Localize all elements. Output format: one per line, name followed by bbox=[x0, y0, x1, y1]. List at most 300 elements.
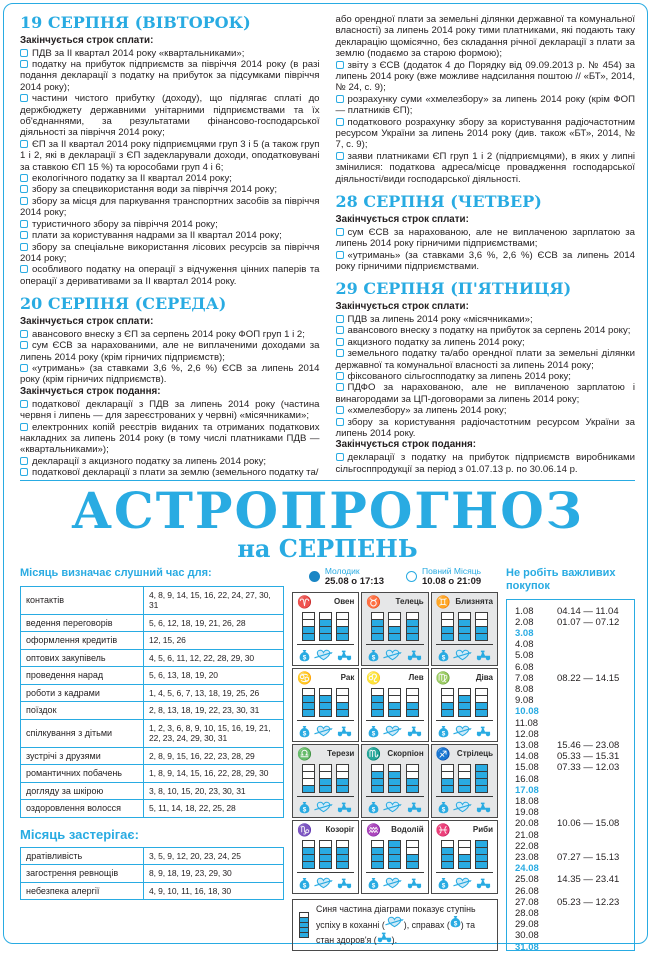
zodiac-cell-pisces bbox=[431, 820, 498, 894]
purchases-column bbox=[506, 565, 635, 951]
purchase-date: 31.08 bbox=[515, 941, 539, 953]
success-bar bbox=[319, 689, 332, 717]
bar-segment bbox=[406, 861, 419, 869]
purchase-day-row bbox=[515, 740, 626, 751]
checkbox-icon bbox=[336, 349, 344, 357]
day-section bbox=[20, 295, 320, 478]
taurus-icon: ♉ bbox=[366, 594, 382, 609]
scooter-icon bbox=[407, 877, 422, 889]
full-moon bbox=[406, 567, 481, 588]
calendar-left-column bbox=[20, 13, 320, 479]
checkbox-icon bbox=[20, 94, 28, 102]
zodiac-grid bbox=[292, 592, 498, 894]
legend-box bbox=[292, 899, 498, 951]
day-heading: 28 СЕРПНЯ (ЧЕТВЕР) bbox=[335, 192, 542, 212]
favorable-days: 5, 6, 12, 18, 19, 21, 26, 28 bbox=[144, 614, 284, 632]
money-bag-icon bbox=[299, 725, 310, 738]
checklist-item-text: «утримань» (за ставками 3,6 %, 2,6 %) ЄСВ за липень 2014 року (крім гірничих підприємств). bbox=[20, 362, 320, 386]
svg-text:$: $ bbox=[441, 729, 445, 737]
zodiac-cell-header bbox=[297, 823, 354, 836]
purchase-day-row bbox=[515, 942, 626, 953]
purchases-box bbox=[506, 599, 635, 951]
purchase-time: 07.33 — 12.03 bbox=[557, 762, 620, 774]
checkbox-icon bbox=[20, 185, 28, 193]
zodiac-cell-sagittarius bbox=[431, 744, 498, 818]
purchase-date: 2.08 bbox=[515, 616, 534, 628]
activity-label: спілкування з дітьми bbox=[21, 719, 144, 747]
checklist-item bbox=[20, 230, 320, 241]
checklist-item-text: фіксованого сільгоспподатку за липень 2014 року; bbox=[347, 370, 571, 382]
checklist-item-text: сум ЄСВ за нарахованими, але не виплаченими доходами за липень 2014 року (крім гірничих підприємств); bbox=[20, 340, 320, 363]
purchase-date: 25.08 bbox=[515, 874, 539, 886]
scooter-icon bbox=[476, 649, 491, 661]
zodiac-cell-gemini bbox=[431, 592, 498, 666]
full-moon-label: Повний Місяць bbox=[422, 565, 482, 576]
svg-text:$: $ bbox=[441, 881, 445, 889]
success-bar bbox=[371, 613, 384, 641]
purchase-day-row bbox=[515, 695, 626, 706]
checkbox-icon bbox=[20, 243, 28, 251]
heart-arrow-icon bbox=[383, 877, 402, 889]
zodiac-cell-icons bbox=[297, 720, 354, 739]
table-row bbox=[21, 800, 284, 818]
money-bag-icon bbox=[368, 649, 379, 662]
bar-segment bbox=[336, 709, 349, 717]
purchase-day-row bbox=[515, 919, 626, 930]
checkbox-icon bbox=[336, 372, 344, 380]
scooter-icon bbox=[476, 725, 491, 737]
checklist-item bbox=[20, 93, 320, 139]
zodiac-cell-header bbox=[366, 747, 423, 760]
zodiac-cell-icons bbox=[366, 796, 423, 815]
day-section bbox=[336, 193, 636, 272]
purchase-day-row bbox=[515, 807, 626, 818]
purchase-date: 27.08 bbox=[515, 896, 539, 908]
scooter-icon bbox=[337, 801, 352, 813]
success-bar bbox=[475, 689, 488, 717]
zodiac-cell-virgo bbox=[431, 668, 498, 742]
heart-arrow-icon bbox=[383, 725, 402, 737]
activity-label: оформлення кредитів bbox=[21, 632, 144, 650]
checklist-item-text: ПДВ за II квартал 2014 року «квартальниками»; bbox=[32, 47, 245, 59]
scooter-icon bbox=[337, 649, 352, 661]
full-moon-datetime: 10.08 о 21:09 bbox=[422, 576, 482, 587]
money-bag-icon bbox=[368, 725, 379, 738]
purchase-day-row bbox=[515, 751, 626, 762]
success-bar bbox=[406, 841, 419, 869]
bar-segment bbox=[371, 709, 384, 717]
day-section bbox=[20, 14, 320, 287]
money-bag-icon bbox=[299, 877, 310, 890]
checkbox-icon bbox=[20, 265, 28, 273]
warning-days: 8, 9, 18, 19, 23, 29, 30 bbox=[144, 865, 284, 883]
zodiac-cell-icons bbox=[297, 796, 354, 815]
bar-segment bbox=[441, 785, 454, 793]
table-row bbox=[21, 865, 284, 883]
zodiac-cell-header bbox=[366, 595, 423, 608]
tax-calendar bbox=[20, 13, 635, 479]
purchase-date: 23.08 bbox=[515, 851, 539, 863]
purchase-date: 16.08 bbox=[515, 773, 539, 785]
success-bar bbox=[406, 689, 419, 717]
activity-label: ведення переговорів bbox=[21, 614, 144, 632]
bar-segment bbox=[388, 861, 401, 869]
zodiac-cell-header bbox=[366, 671, 423, 684]
checklist-item-text: податкової декларації з ПДВ за липень 2014 року (частина червня і липень — для зареєстрованих у червні) «місячниками»; bbox=[20, 398, 320, 422]
bar-segment bbox=[441, 709, 454, 717]
favorable-column bbox=[20, 565, 284, 901]
success-bar bbox=[441, 689, 454, 717]
svg-text:$: $ bbox=[453, 920, 458, 928]
success-bar bbox=[388, 689, 401, 717]
gemini-icon: ♊ bbox=[435, 594, 451, 609]
svg-text:$: $ bbox=[302, 729, 307, 737]
bar-segment bbox=[388, 709, 401, 717]
virgo-icon: ♍ bbox=[435, 670, 451, 685]
purchase-day-row bbox=[515, 830, 626, 841]
activity-label: зустрічі з друзями bbox=[21, 747, 144, 765]
zodiac-cell-icons bbox=[436, 872, 493, 891]
checklist-item bbox=[336, 417, 636, 440]
activity-label: догляду за шкірою bbox=[21, 782, 144, 800]
table-row bbox=[21, 586, 284, 614]
bar-segment bbox=[302, 633, 315, 641]
checklist-item bbox=[336, 348, 636, 371]
zodiac-cell-leo bbox=[361, 668, 428, 742]
checkbox-icon bbox=[20, 49, 28, 57]
success-bar bbox=[458, 613, 471, 641]
purchase-date: 1.08 bbox=[515, 605, 534, 617]
leo-icon: ♌ bbox=[366, 670, 382, 685]
new-moon bbox=[309, 567, 384, 588]
success-bars bbox=[436, 836, 493, 872]
checklist-item bbox=[336, 117, 636, 151]
checklist-item-text: збору за спецвикористання води за півріччя 2014 року; bbox=[32, 184, 278, 196]
checklist-item-text: розрахунку суми «хмелезбору» за липень 2014 року (крім ФОП — платників ЄП); bbox=[335, 93, 635, 117]
purchase-time: 10.06 — 15.08 bbox=[557, 818, 620, 830]
money-bag-icon bbox=[450, 915, 461, 928]
checklist-item-text: земельного податку та/або орендної плати за земельні ділянки державної та комунальної власності за липень 2014 року; bbox=[335, 348, 635, 371]
purchase-date: 7.08 bbox=[515, 672, 534, 684]
activity-label: роботи з кадрами bbox=[21, 684, 144, 702]
purchase-date: 21.08 bbox=[515, 829, 539, 841]
zodiac-sign-name: Водолій bbox=[391, 825, 424, 834]
success-bars bbox=[366, 684, 423, 720]
purchase-day-row bbox=[515, 729, 626, 740]
purchase-time: 15.46 — 23.08 bbox=[557, 739, 620, 751]
success-bars bbox=[366, 760, 423, 796]
checklist-item bbox=[20, 242, 320, 265]
success-bar bbox=[388, 765, 401, 793]
purchase-date: 9.08 bbox=[515, 695, 534, 707]
purchase-day-row bbox=[515, 628, 626, 639]
zodiac-cell-header bbox=[366, 823, 423, 836]
checklist-item-text: збору за місця для паркування транспортних засобів за півріччя 2014 року; bbox=[20, 195, 320, 219]
checklist-item bbox=[20, 264, 320, 287]
checklist-item-text: збору за користування радіочастотним ресурсом України за липень 2014 року. bbox=[335, 416, 635, 439]
bar-segment bbox=[302, 861, 315, 869]
checkbox-icon bbox=[336, 453, 344, 461]
checkbox-icon bbox=[336, 338, 344, 346]
astro-header bbox=[20, 481, 635, 563]
money-bag-icon bbox=[368, 877, 379, 890]
success-bar bbox=[441, 765, 454, 793]
purchase-date: 22.08 bbox=[515, 840, 539, 852]
purchase-day-row bbox=[515, 673, 626, 684]
bar-segment bbox=[458, 861, 471, 869]
checklist-item bbox=[336, 94, 636, 117]
purchase-time: 05.33 — 15.31 bbox=[557, 751, 620, 763]
zodiac-cell-header bbox=[436, 595, 493, 608]
checklist-item bbox=[336, 405, 636, 416]
zodiac-sign-name: Близнята bbox=[455, 597, 493, 606]
heart-arrow-icon bbox=[314, 725, 333, 737]
bar-segment bbox=[458, 709, 471, 717]
purchase-date: 11.08 bbox=[515, 717, 539, 729]
purchase-date: 10.08 bbox=[515, 706, 539, 718]
checkbox-icon bbox=[336, 326, 344, 334]
checklist-item bbox=[20, 329, 320, 340]
purchase-date: 6.08 bbox=[515, 661, 534, 673]
purchase-date: 26.08 bbox=[515, 885, 539, 897]
success-bar bbox=[371, 689, 384, 717]
favorable-days: 5, 6, 13, 18, 19, 20 bbox=[144, 667, 284, 685]
checklist-item bbox=[20, 48, 320, 59]
zodiac-cell-aquarius bbox=[361, 820, 428, 894]
sagittarius-icon: ♐ bbox=[435, 746, 451, 761]
table-row bbox=[21, 632, 284, 650]
svg-text:$: $ bbox=[302, 805, 307, 813]
checkbox-icon bbox=[20, 457, 28, 465]
table-row bbox=[21, 765, 284, 783]
checklist-item bbox=[336, 60, 636, 94]
heart-arrow-icon bbox=[453, 649, 472, 661]
checkbox-icon bbox=[336, 315, 344, 323]
purchase-days-list bbox=[515, 606, 626, 953]
svg-text:$: $ bbox=[372, 729, 376, 737]
bar-segment bbox=[458, 785, 471, 793]
day-heading: 19 СЕРПНЯ (ВІВТОРОК) bbox=[20, 13, 251, 32]
checklist-item bbox=[336, 227, 636, 250]
checklist-item-text: плати за користування надрами за II квартал 2014 року; bbox=[32, 230, 282, 242]
deadline-subheading: Закінчується строк сплати: bbox=[335, 213, 469, 225]
purchase-date: 5.08 bbox=[515, 650, 534, 662]
favorable-days: 2, 8, 9, 15, 16, 22, 23, 28, 29 bbox=[144, 747, 284, 765]
success-bar bbox=[336, 613, 349, 641]
checklist-item bbox=[336, 371, 636, 382]
legend-text-part: Синя частина діаграми показує ступінь успіху в коханні ( bbox=[316, 904, 476, 930]
bar-segment bbox=[302, 709, 315, 717]
bar-segment bbox=[319, 709, 332, 717]
checklist-item bbox=[20, 59, 320, 93]
warning-days: 4, 9, 10, 11, 16, 18, 30 bbox=[144, 882, 284, 900]
zodiac-cell-capricorn bbox=[292, 820, 359, 894]
activity-label: оздоровлення волосся bbox=[21, 800, 144, 818]
deadline-subheading: Закінчується строк сплати: bbox=[335, 300, 469, 312]
checklist-item-text: декларації з податку на прибуток підприємств виробниками сільгосппродукції за період з 01.07.13 р. по 30.06.14 р. bbox=[335, 452, 635, 475]
libra-icon: ♎ bbox=[297, 746, 312, 761]
zodiac-sign-name: Рак bbox=[340, 673, 355, 682]
checklist-item-text: «хмелезбору» за липень 2014 року; bbox=[347, 405, 507, 417]
checklist-item bbox=[336, 314, 636, 325]
checkbox-icon bbox=[336, 152, 344, 160]
success-bar bbox=[302, 765, 315, 793]
purchase-date: 3.08 bbox=[515, 627, 534, 639]
success-bars bbox=[366, 836, 423, 872]
day-section bbox=[336, 280, 636, 475]
purchase-date: 13.08 bbox=[515, 739, 539, 751]
scooter-icon bbox=[407, 649, 422, 661]
legend-text-part: ). bbox=[391, 935, 398, 945]
favorable-days: 2, 8, 13, 18, 19, 22, 23, 30, 31 bbox=[144, 702, 284, 720]
purchase-day-row bbox=[515, 930, 626, 941]
aquarius-icon: ♒ bbox=[366, 822, 382, 837]
purchase-day-row bbox=[515, 774, 626, 785]
checkbox-icon bbox=[20, 364, 28, 372]
purchase-time: 14.35 — 23.41 bbox=[557, 874, 620, 886]
favorable-days: 3, 8, 10, 15, 20, 23, 30, 31 bbox=[144, 782, 284, 800]
checklist-item-text: податкового розрахунку збору за користування радіочастотним ресурсом України за липень 2014 року (див. також «БТ», 2014, № 7, с. 9); bbox=[335, 116, 635, 151]
favorable-days: 1, 4, 5, 6, 7, 13, 18, 19, 25, 26 bbox=[144, 684, 284, 702]
bar-segment bbox=[319, 633, 332, 641]
scooter-icon bbox=[337, 725, 352, 737]
zodiac-cell-icons bbox=[436, 644, 493, 663]
zodiac-cell-icons bbox=[366, 720, 423, 739]
warnings-table bbox=[20, 847, 284, 901]
warning-label: дратівливість bbox=[21, 847, 144, 865]
scorpio-icon: ♏ bbox=[366, 746, 382, 761]
checklist-item bbox=[336, 382, 636, 405]
new-moon-label: Молодик bbox=[324, 565, 360, 576]
checklist-item-text: авансового внеску з податку на прибуток за серпень 2014 року; bbox=[347, 325, 631, 337]
purchase-date: 4.08 bbox=[515, 639, 534, 651]
checkbox-icon bbox=[20, 231, 28, 239]
zodiac-cell-header bbox=[297, 595, 354, 608]
success-bar bbox=[336, 689, 349, 717]
bar-segment bbox=[475, 861, 488, 869]
zodiac-cell-libra bbox=[292, 744, 359, 818]
purchase-date: 19.08 bbox=[515, 807, 539, 819]
bar-segment bbox=[475, 785, 488, 793]
warning-days: 3, 5, 9, 12, 20, 23, 24, 25 bbox=[144, 847, 284, 865]
zodiac-sign-name: Терези bbox=[327, 749, 355, 758]
purchase-date: 28.08 bbox=[515, 907, 539, 919]
money-bag-icon bbox=[438, 649, 449, 662]
purchase-day-row bbox=[515, 908, 626, 919]
purchase-date: 8.08 bbox=[515, 683, 534, 695]
checklist-item-text: ЄП за II квартал 2014 року підприємцями груп 3 і 5 (а також груп 1 і 2, які в декларації з ЄП задекларували доходи, оподатковувані за ставкою ЄП 15 %) та юрособами груп 4 і 6; bbox=[20, 138, 320, 173]
svg-text:$: $ bbox=[441, 653, 445, 661]
scooter-icon bbox=[407, 725, 422, 737]
checkbox-icon bbox=[20, 174, 28, 182]
svg-text:$: $ bbox=[372, 881, 376, 889]
checkbox-icon bbox=[336, 251, 344, 259]
money-bag-icon bbox=[438, 725, 449, 738]
calendar-right-column bbox=[336, 14, 636, 476]
legend-text-part: ), справах ( bbox=[403, 920, 450, 930]
zodiac-cell-header bbox=[436, 747, 493, 760]
astro-subtitle: на СЕРПЕНЬ bbox=[237, 533, 418, 563]
capricorn-icon: ♑ bbox=[297, 822, 312, 837]
success-bar bbox=[302, 689, 315, 717]
table-row bbox=[21, 702, 284, 720]
checkbox-icon bbox=[20, 197, 28, 205]
favorable-section-heading: Місяць визначає слушний час для: bbox=[20, 566, 212, 579]
money-bag-icon bbox=[299, 801, 310, 814]
checklist-item-text: сум ЄСВ за нарахованою, але не виплаченою зарплатою за липень 2014 року гірничими підприємствами; bbox=[335, 226, 635, 250]
scooter-icon bbox=[377, 931, 392, 943]
new-moon-datetime: 25.08 о 17:13 bbox=[324, 576, 384, 587]
scooter-icon bbox=[407, 801, 422, 813]
activity-label: оптових закупівель bbox=[21, 649, 144, 667]
checklist-item-text: «утримань» (за ставками 3,6 %, 2,6 %) ЄСВ за липень 2014 року гірничими підприємствами. bbox=[335, 249, 635, 272]
purchase-date: 18.08 bbox=[515, 795, 539, 807]
success-bar bbox=[388, 841, 401, 869]
bar-segment bbox=[336, 785, 349, 793]
checklist-item-text: звіту з ЄСВ (додаток 4 до Порядку від 09.09.2013 р. № 454) за липень 2014 року (вже можливе надсилання поштою // «БТ», 2014, № 24, с. 9); bbox=[335, 59, 635, 94]
table-row bbox=[21, 882, 284, 900]
zodiac-cell-aries bbox=[292, 592, 359, 666]
bar-segment bbox=[406, 785, 419, 793]
checkbox-icon bbox=[336, 118, 344, 126]
purchase-time: 01.07 — 07.12 bbox=[557, 616, 620, 628]
activity-label: романтичних побачень bbox=[21, 765, 144, 783]
success-bar bbox=[336, 765, 349, 793]
legend-bar-icon bbox=[299, 913, 309, 938]
purchase-day-row bbox=[515, 684, 626, 695]
heart-arrow-icon bbox=[383, 649, 402, 661]
checkbox-icon bbox=[20, 220, 28, 228]
checklist-item bbox=[336, 250, 636, 273]
zodiac-cell-icons bbox=[366, 644, 423, 663]
full-moon-icon bbox=[406, 571, 417, 582]
checkbox-icon bbox=[336, 95, 344, 103]
purchase-date: 30.08 bbox=[515, 930, 539, 942]
checklist-item bbox=[20, 363, 320, 386]
zodiac-sign-name: Риби bbox=[472, 825, 493, 834]
zodiac-sign-name: Овен bbox=[334, 597, 355, 606]
heart-arrow-icon bbox=[314, 877, 333, 889]
activity-label: проведення нарад bbox=[21, 667, 144, 685]
checklist-item-text: екологічного податку за II квартал 2014 року; bbox=[32, 173, 232, 185]
checklist-item bbox=[20, 456, 320, 467]
heart-arrow-icon bbox=[314, 649, 333, 661]
checklist-item bbox=[20, 340, 320, 363]
table-row bbox=[21, 667, 284, 685]
purchase-date: 24.08 bbox=[515, 863, 539, 875]
checklist-item-text: ПДВ за липень 2014 року «місячниками»; bbox=[347, 313, 533, 325]
purchase-day-row bbox=[515, 897, 626, 908]
checklist-item-text: туристичного збору за півріччя 2014 року; bbox=[32, 218, 218, 230]
warning-section-heading: Місяць застерігає: bbox=[20, 826, 139, 842]
checklist-item bbox=[20, 219, 320, 230]
table-row bbox=[21, 782, 284, 800]
checklist-item-text: податку на прибуток підприємств за півріччя 2014 року (в разі подання декларації з податку на прибуток за підсумками півріччя 2014 року); bbox=[20, 59, 320, 93]
zodiac-cell-header bbox=[297, 747, 354, 760]
purchase-date: 15.08 bbox=[515, 762, 539, 774]
bar-segment bbox=[458, 633, 471, 641]
scooter-icon bbox=[476, 877, 491, 889]
money-bag-icon bbox=[368, 801, 379, 814]
zodiac-sign-name: Телець bbox=[395, 597, 424, 606]
warning-label: небезпека алергії bbox=[21, 882, 144, 900]
bar-segment bbox=[441, 633, 454, 641]
success-bar bbox=[388, 613, 401, 641]
deadline-subheading: Закінчується строк подання: bbox=[335, 439, 476, 451]
new-moon-icon bbox=[309, 571, 320, 582]
success-bar bbox=[475, 613, 488, 641]
bar-segment bbox=[302, 785, 315, 793]
